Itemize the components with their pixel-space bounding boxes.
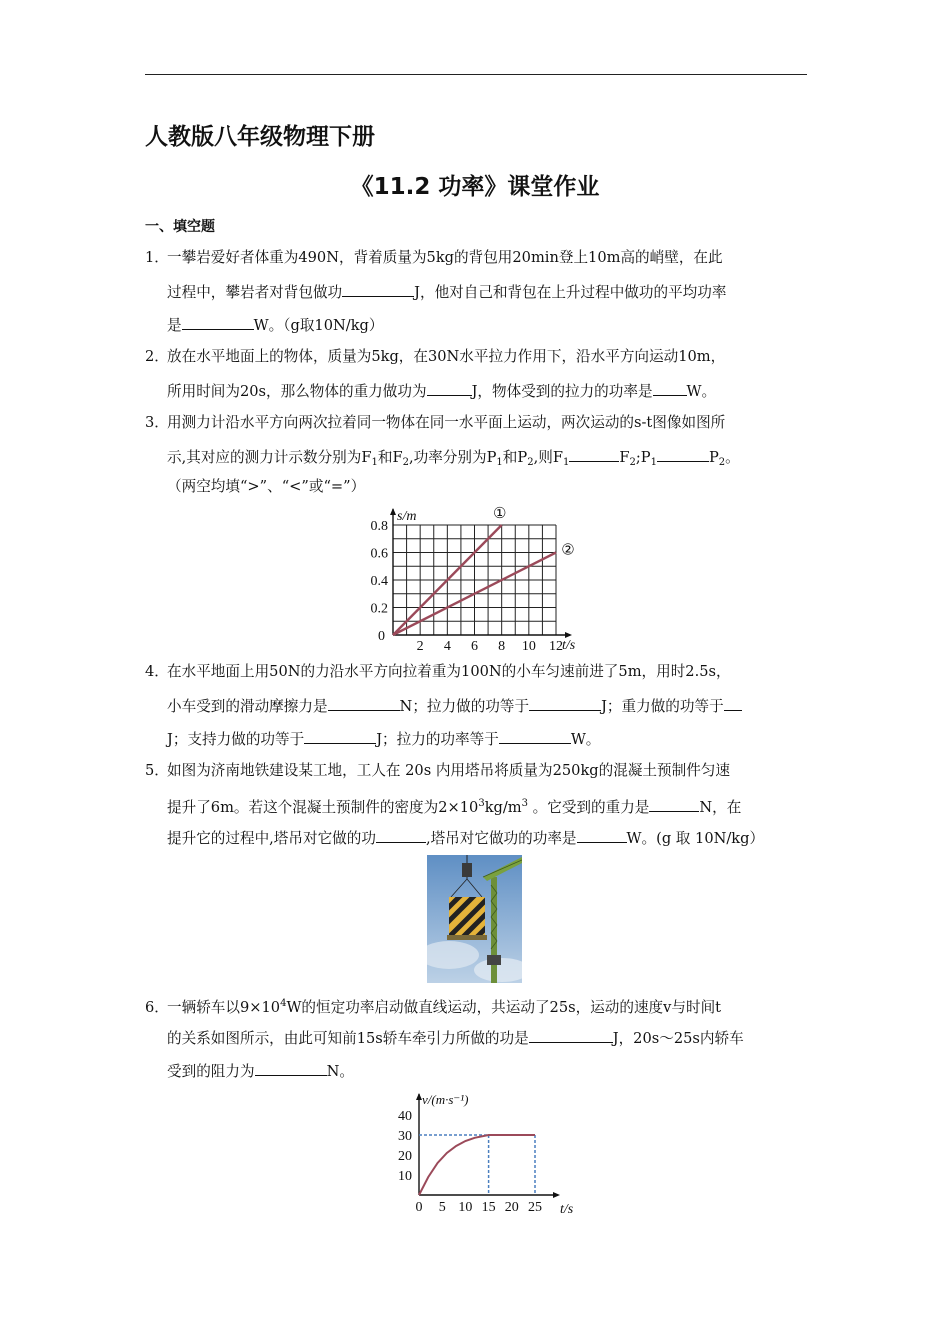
crane-photo bbox=[427, 855, 522, 983]
answer-blank[interactable] bbox=[255, 1060, 327, 1076]
q3-line2: 示,其对应的测力计示数分别为$F_1$和$F_2$,功率分别为$P_1$和$P_2$,则$F_1$ $F_2;P_1$ $P_2$。 bbox=[167, 446, 740, 473]
q5-line1: 5．如图为济南地铁建设某工地，工人在 20s 内用塔吊将质量为250kg的混凝土预制件匀速 bbox=[145, 762, 730, 779]
q3-line1: 3．用测力计沿水平方向两次拉着同一物体在同一水平面上运动，两次运动的s-t图像如图所 bbox=[145, 414, 726, 431]
answer-blank[interactable] bbox=[577, 827, 627, 843]
y-axis-arrow bbox=[390, 508, 396, 515]
q2-line2: 所用时间为20s，那么物体的重力做功为 J，物体受到的拉力的功率是 W。 bbox=[167, 380, 716, 402]
origin-label: 0 bbox=[378, 629, 385, 644]
x-axis-label: t/s bbox=[562, 638, 576, 653]
y-tick-label: 0.2 bbox=[370, 601, 388, 617]
velocity-curve bbox=[419, 1135, 535, 1195]
x-tick-label: 20 bbox=[504, 1200, 519, 1215]
y-tick-label: 0.6 bbox=[370, 546, 388, 562]
answer-blank[interactable] bbox=[724, 695, 742, 711]
answer-blank[interactable] bbox=[499, 728, 571, 744]
header-rule bbox=[145, 74, 807, 75]
q5-number: 5． bbox=[145, 762, 169, 779]
y-tick-label: 10 bbox=[398, 1169, 412, 1184]
x-tick-label: 10 bbox=[458, 1200, 473, 1215]
q6-line3: 受到的阻力为 N。 bbox=[167, 1060, 354, 1082]
y-axis-label: s/m bbox=[397, 509, 417, 524]
x-tick-label: 8 bbox=[498, 639, 506, 653]
q5-line3: 提升它的过程中,塔吊对它做的功 ,塔吊对它做功的功率是 W。(g 取 10N/kg） bbox=[167, 827, 764, 849]
vt-graph bbox=[390, 1088, 590, 1220]
q1-line3: 是 W。（g取10N/kg） bbox=[167, 314, 383, 336]
q6-line1: 6．一辆轿车以$9\times 10^4W$的恒定功率启动做直线运动，共运动了25s，运动的速度v与时间t bbox=[145, 998, 722, 1016]
answer-blank[interactable] bbox=[653, 380, 687, 396]
y-tick-label: 30 bbox=[398, 1129, 412, 1144]
x-tick-label: 15 bbox=[481, 1200, 496, 1215]
answer-blank[interactable] bbox=[376, 827, 426, 843]
y-tick-label: 0.4 bbox=[370, 574, 388, 589]
answer-blank[interactable] bbox=[569, 446, 619, 462]
q5-line2: 提升了6m。若这个混凝土预制件的密度为$2\times 10^3kg/m^3$ 。它受到的重力是 N，在 bbox=[167, 798, 742, 816]
y-axis-label: v/(m·s⁻¹) bbox=[422, 1092, 469, 1107]
x-tick-label: 12 bbox=[549, 639, 563, 653]
y-tick-label: 20 bbox=[398, 1149, 412, 1164]
q6-number: 6． bbox=[145, 999, 169, 1016]
q6-line2: 的关系如图所示，由此可知前15s轿车牵引力所做的功是 J，20s～25s内轿车 bbox=[167, 1027, 744, 1049]
series-label: ① bbox=[492, 506, 507, 522]
x-axis-arrow bbox=[553, 1192, 560, 1198]
answer-blank[interactable] bbox=[649, 796, 699, 812]
x-tick-label: 10 bbox=[521, 639, 536, 653]
q1-line1: 1．一攀岩爱好者体重为490N，背着质量为5kg的背包用20min登上10m高的峭壁，在此 bbox=[145, 249, 723, 266]
answer-blank[interactable] bbox=[529, 1027, 613, 1043]
q3-line3: （两空均填“>”、“<”或“=”） bbox=[167, 478, 366, 495]
q3-number: 3． bbox=[145, 414, 169, 431]
x-tick-label: 5 bbox=[438, 1200, 446, 1215]
answer-blank[interactable] bbox=[182, 314, 254, 330]
answer-blank[interactable] bbox=[342, 281, 414, 297]
x-tick-label: 0 bbox=[415, 1200, 423, 1215]
q4-line3: J；支持力做的功等于 J；拉力的功率等于 W。 bbox=[167, 728, 600, 750]
q4-line2: 小车受到的滑动摩擦力是 N；拉力做的功等于 J；重力做的功等于 bbox=[167, 695, 742, 717]
section-heading: 一、填空题 bbox=[145, 219, 215, 235]
x-tick-label: 4 bbox=[443, 639, 451, 653]
y-tick-label: 40 bbox=[398, 1109, 412, 1124]
page-title: 《11.2 功率》课堂作业 bbox=[350, 174, 600, 200]
x-axis-label: t/s bbox=[560, 1202, 574, 1217]
x-tick-label: 25 bbox=[528, 1200, 542, 1215]
q2-number: 2． bbox=[145, 348, 169, 365]
q4-number: 4． bbox=[145, 663, 169, 680]
answer-blank[interactable] bbox=[657, 446, 709, 462]
q1-line2: 过程中，攀岩者对背包做功 J，他对自己和背包在上升过程中做功的平均功率 bbox=[167, 281, 726, 303]
answer-blank[interactable] bbox=[328, 695, 400, 711]
answer-blank[interactable] bbox=[427, 380, 472, 396]
y-tick-label: 0.8 bbox=[370, 519, 388, 534]
st-graph bbox=[360, 505, 590, 653]
q4-line1: 4．在水平地面上用50N的力沿水平方向拉着重为100N的小车匀速前进了5m，用时2.5s， bbox=[145, 663, 731, 680]
x-tick-label: 6 bbox=[471, 639, 478, 653]
x-tick-label: 2 bbox=[416, 639, 424, 653]
answer-blank[interactable] bbox=[304, 728, 376, 744]
series-label: ② bbox=[561, 542, 575, 559]
q1-number: 1． bbox=[145, 249, 169, 266]
answer-blank[interactable] bbox=[529, 695, 601, 711]
series-title: 人教版八年级物理下册 bbox=[145, 124, 375, 150]
q2-line1: 2．放在水平地面上的物体，质量为5kg，在30N水平拉力作用下，沿水平方向运动10m， bbox=[145, 348, 726, 365]
